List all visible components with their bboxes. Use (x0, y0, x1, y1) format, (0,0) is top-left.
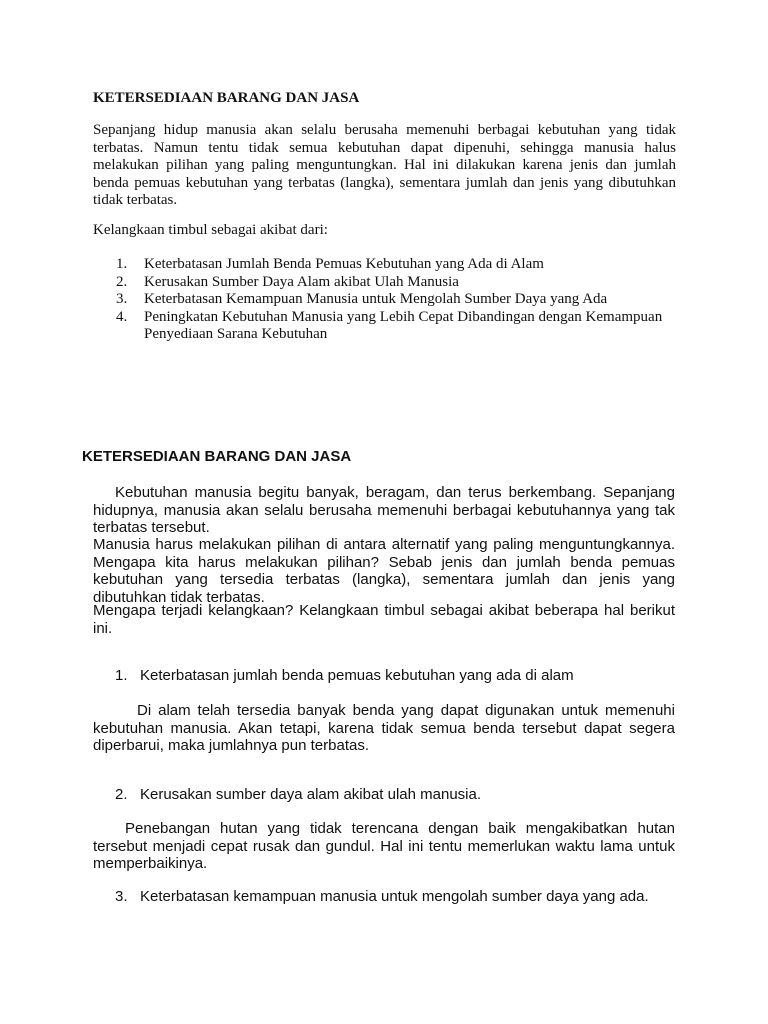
list-item-number: 1. (116, 256, 128, 272)
list-item-number: 2. (116, 273, 128, 290)
part2-paragraph-2: Manusia harus melakukan pilihan di antara alternatif yang paling menguntungkannya. Mengapa kita harus melakukan pilihan? Sebab jenis dan jumlah benda pemuas kebutuhan yang tersedia terbatas (langka), sementara jumlah dan jenis yang dibutuhkan tidak terbatas. (93, 536, 675, 606)
part2-paragraph-1: Kebutuhan manusia begitu banyak, beragam, dan terus berkembang. Sepanjang hidupnya, manusia akan selalu berusaha memenuhi berbagai kebutuhannya yang tak terbatas tersebut. (93, 484, 675, 536)
list-item (116, 291, 678, 309)
section-heading-text: Keterbatasan jumlah benda pemuas kebutuhan yang ada di alam (140, 667, 574, 684)
list-item (116, 309, 678, 344)
section-body-2: Penebangan hutan yang tidak terencana dengan baik mengakibatkan hutan tersebut menjadi cepat rusak dan gundul. Hal ini tentu memerlukan waktu lama untuk memperbaikinya. (93, 820, 675, 872)
section-body-1: Di alam telah tersedia banyak benda yang dapat digunakan untuk memenuhi kebutuhan manusia. Akan tetapi, karena tidak semua benda tersebut dapat segera diperbarui, maka jumlahnya pun terbatas. (93, 702, 675, 754)
list-item-number: 3. (116, 291, 128, 307)
list-item-text: Peningkatan Kebutuhan Manusia yang Lebih Cepat Dibandingan dengan Kemampuan Penyediaan Sarana Kebutuhan (144, 308, 663, 342)
list-item-text: Kerusakan Sumber Daya Alam akibat Ulah Manusia (144, 273, 459, 290)
section-heading-text: Keterbatasan kemampuan manusia untuk mengolah sumber daya yang ada. (140, 888, 649, 905)
section-number: 2. (115, 786, 128, 803)
list-item-text: Keterbatasan Jumlah Benda Pemuas Kebutuhan yang Ada di Alam (144, 256, 544, 272)
part2-title: KETERSEDIAAN BARANG DAN JASA (82, 448, 352, 465)
section-number: 3. (115, 888, 128, 905)
list-item (116, 274, 678, 292)
part2-paragraph-3: Mengapa terjadi kelangkaan? Kelangkaan timbul sebagai akibat beberapa hal berikut ini. (93, 602, 675, 637)
part1-list (116, 256, 678, 344)
part1-intro: Kelangkaan timbul sebagai akibat dari: (93, 222, 328, 238)
list-item-number: 4. (116, 308, 128, 325)
list-item-text: Keterbatasan Kemampuan Manusia untuk Mengolah Sumber Daya yang Ada (144, 291, 608, 307)
part1-paragraph: Sepanjang hidup manusia akan selalu berusaha memenuhi berbagai kebutuhan yang tidak terbatas. Namun tentu tidak semua kebutuhan dapat dipenuhi, sehingga manusia halus melakukan pilihan yang paling menguntungkan. Hal ini dilakukan karena jenis dan jumlah benda pemuas kebutuhan yang terbatas (langka), sementara jumlah dan jenis yang dibutuhkan tidak terbatas. (93, 122, 676, 208)
list-item (116, 256, 678, 274)
part1-title: KETERSEDIAAN BARANG DAN JASA (93, 90, 360, 106)
section-number: 1. (115, 667, 128, 684)
section-heading-text: Kerusakan sumber daya alam akibat ulah manusia. (140, 786, 482, 803)
